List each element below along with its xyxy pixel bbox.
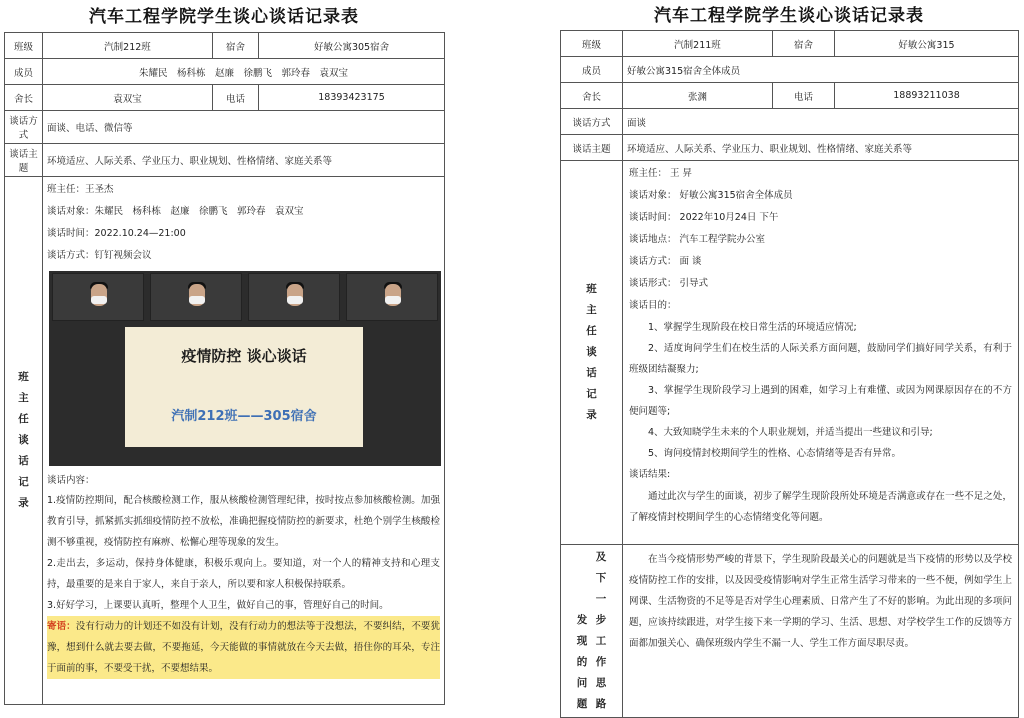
right-result-text: 通过此次与学生的面谈，初步了解学生现阶段所处环境是否满意或存在一些不足之处，了解疫情封校期间学生的心态情绪变化等问题。	[629, 491, 1012, 523]
right-row-record	[561, 161, 1019, 545]
left-method-label: 谈话方式	[5, 111, 43, 144]
left-topic-label: 谈话主题	[5, 144, 43, 177]
left-row-method	[5, 111, 445, 144]
right-record-cell	[623, 161, 1019, 545]
right-method-value: 面谈	[623, 109, 1019, 135]
right-result-label: 谈话结果:	[629, 469, 671, 480]
left-teacher-line: 班主任：王圣杰	[47, 184, 114, 195]
right-row-topic	[561, 135, 1019, 161]
participant-video-tile	[150, 273, 242, 321]
camera-row-bottom	[49, 447, 441, 467]
left-content-p3: 3.好好学习，上课要认真听，整理个人卫生，做好自己的事，管理好自己的时间。	[47, 600, 389, 611]
left-leader-label: 舍长	[5, 85, 43, 111]
left-way-line: 谈话方式：钉钉视频会议	[47, 250, 152, 261]
left-class-value: 汽制212班	[43, 33, 213, 59]
left-class-label: 班级	[5, 33, 43, 59]
left-leader-value: 袁双宝	[43, 85, 213, 111]
left-record-form	[4, 0, 444, 697]
left-motto	[47, 616, 440, 679]
left-row-leader	[5, 85, 445, 111]
left-content-p2: 2.走出去，多运动，保持身体健康，积极乐观向上。要知道，对一个人的精神支持和心理支持，最重要的是来自于家人，来自于亲人，所以要和家人积极保持联系。	[47, 558, 441, 590]
right-members-value: 好敏公寓315宿舍全体成员	[623, 57, 1019, 83]
right-class-label: 班级	[561, 31, 623, 57]
left-content-label: 谈话内容：	[47, 475, 95, 486]
left-time-line: 谈话时间：2022.10.24—21:00	[47, 228, 186, 239]
right-topic-label: 谈话主题	[561, 135, 623, 161]
right-topic-value: 环境适应、人际关系、学业压力、职业规划、性格情绪、家庭关系等	[623, 135, 1019, 161]
left-record-cell	[43, 177, 445, 705]
right-record-form	[560, 0, 1018, 710]
right-row-method	[561, 109, 1019, 135]
right-side-label: 班主任谈话记录	[586, 283, 597, 421]
left-target-line: 谈话对象：朱耀民 杨科栋 赵廉 徐鹏飞 郭玲春 袁双宝	[47, 206, 304, 217]
left-topic-value: 环境适应、人际关系、学业压力、职业规划、性格情绪、家庭关系等	[43, 144, 445, 177]
left-row-topic	[5, 144, 445, 177]
right-next-text: 在当今疫情形势严峻的背景下，学生现阶段最关心的问题就是当下疫情的形势以及学校疫情防控工作的安排，以及因受疫情影响对学生正常生活学习带来的一些不便，例如学生上网课、生活物资的不足等是否对学生心理素质、日常产生了不好的影响。为此出现的多项问题，应该持续跟进，对学生接下来一学期的学习、生活、思想、对学校学生工作的反馈等方面都加强关心、确保班级内学生不漏一人、学生工作方面尽职尽责。	[629, 554, 1012, 649]
right-side2-label-cell	[561, 545, 623, 718]
left-form-title: 汽车工程学院学生谈心谈话记录表	[89, 7, 359, 27]
participant-video-tile	[52, 273, 144, 321]
right-target-line: 谈话对象： 好敏公寓315宿舍全体成员	[629, 190, 793, 201]
left-motto-text: 没有行动力的计划还不如没有计划，没有行动力的想法等于没想法，不要纠结，不要犹豫，想到什么就去要去做，不要拖延，今天能做的事情就放在今天去做，捂住你的耳朵，专注于面前的事，不要受干扰，不要想结果。	[47, 621, 441, 674]
left-content-p1: 1.疫情防控期间，配合核酸检测工作，服从核酸检测管理纪律，按时按点参加核酸检测。加强教育引导，抓紧抓实抓细疫情防控不放松，准确把握疫情防控的新要求，杜绝个别学生核酸检测不够重视，疫情防控有麻痹、松懈心理等现象的发生。	[47, 495, 441, 548]
right-members-label: 成员	[561, 57, 623, 83]
right-dorm-value: 好敏公寓315	[835, 31, 1019, 57]
right-goal-1: 1、掌握学生现阶段在校日常生活的环境适应情况;	[648, 322, 857, 333]
right-form-title: 汽车工程学院学生谈心谈话记录表	[654, 6, 924, 26]
left-row-record	[5, 177, 445, 705]
left-members-value: 朱耀民 杨科栋 赵廉 徐鹏飞 郭玲春 袁双宝	[43, 59, 445, 85]
right-leader-label: 舍长	[561, 83, 623, 109]
shared-slide	[125, 327, 363, 447]
right-row-members	[561, 57, 1019, 83]
right-time-line: 谈话时间： 2022年10月24日 下午	[629, 212, 779, 223]
right-side2-label-a: 发现的问题	[576, 614, 588, 710]
right-place-line: 谈话地点： 汽车工程学院办公室	[629, 234, 766, 245]
right-side-label-cell	[561, 161, 623, 545]
right-next-cell	[623, 545, 1019, 718]
right-row-class	[561, 31, 1019, 57]
slide-title: 疫情防控 谈心谈话	[181, 347, 307, 365]
left-motto-label: 寄语：	[47, 621, 76, 632]
left-side-label: 班主任谈话记录	[18, 371, 29, 509]
right-row-next-steps	[561, 545, 1019, 718]
right-form-line: 谈话形式： 引导式	[629, 278, 709, 289]
camera-row-top	[49, 271, 441, 323]
right-class-value: 汽制211班	[623, 31, 773, 57]
left-dorm-value: 好敏公寓305宿舍	[259, 33, 445, 59]
left-side-label-cell	[5, 177, 43, 705]
right-goal-5: 5、询问疫情封校期间学生的性格、心态情绪等是否有异常。	[648, 448, 902, 459]
right-method-label: 谈话方式	[561, 109, 623, 135]
right-phone-value: 18893211038	[835, 83, 1019, 109]
left-row-class	[5, 33, 445, 59]
right-goal-label: 谈话目的：	[629, 300, 677, 311]
right-form-table	[560, 30, 1019, 718]
left-method-value: 面谈、电话、微信等	[43, 111, 445, 144]
left-members-label: 成员	[5, 59, 43, 85]
right-teacher-line: 班主任： 王 昇	[629, 168, 693, 179]
meeting-screenshot	[49, 271, 441, 466]
right-row-leader	[561, 83, 1019, 109]
page-gap	[444, 0, 560, 697]
slide-subtitle: 汽制212班——305宿舍	[171, 409, 317, 424]
left-phone-value: 18393423175	[259, 85, 445, 111]
participant-video-tile	[346, 273, 438, 321]
participant-video-tile	[248, 273, 340, 321]
right-goal-2: 2、适度询问学生们在校生活的人际关系方面问题，鼓励同学们搞好同学关系，有利于班级团结凝聚力;	[629, 343, 1012, 375]
left-row-members	[5, 59, 445, 85]
right-leader-value: 张渊	[623, 83, 773, 109]
left-phone-label: 电话	[213, 85, 259, 111]
right-goal-4: 4、大致知晓学生未来的个人职业规划，并适当提出一些建议和引导;	[648, 427, 933, 438]
right-dorm-label: 宿舍	[773, 31, 835, 57]
right-phone-label: 电话	[773, 83, 835, 109]
left-dorm-label: 宿舍	[213, 33, 259, 59]
right-side2-label-b: 及下一步工作思路	[595, 551, 607, 710]
left-form-table	[4, 32, 445, 705]
right-goal-3: 3、掌握学生现阶段学习上遇到的困难，如学习上有难懂、或因为网课原因存在的不方便问题等;	[629, 385, 1012, 417]
right-way-line: 谈话方式： 面 谈	[629, 256, 702, 267]
